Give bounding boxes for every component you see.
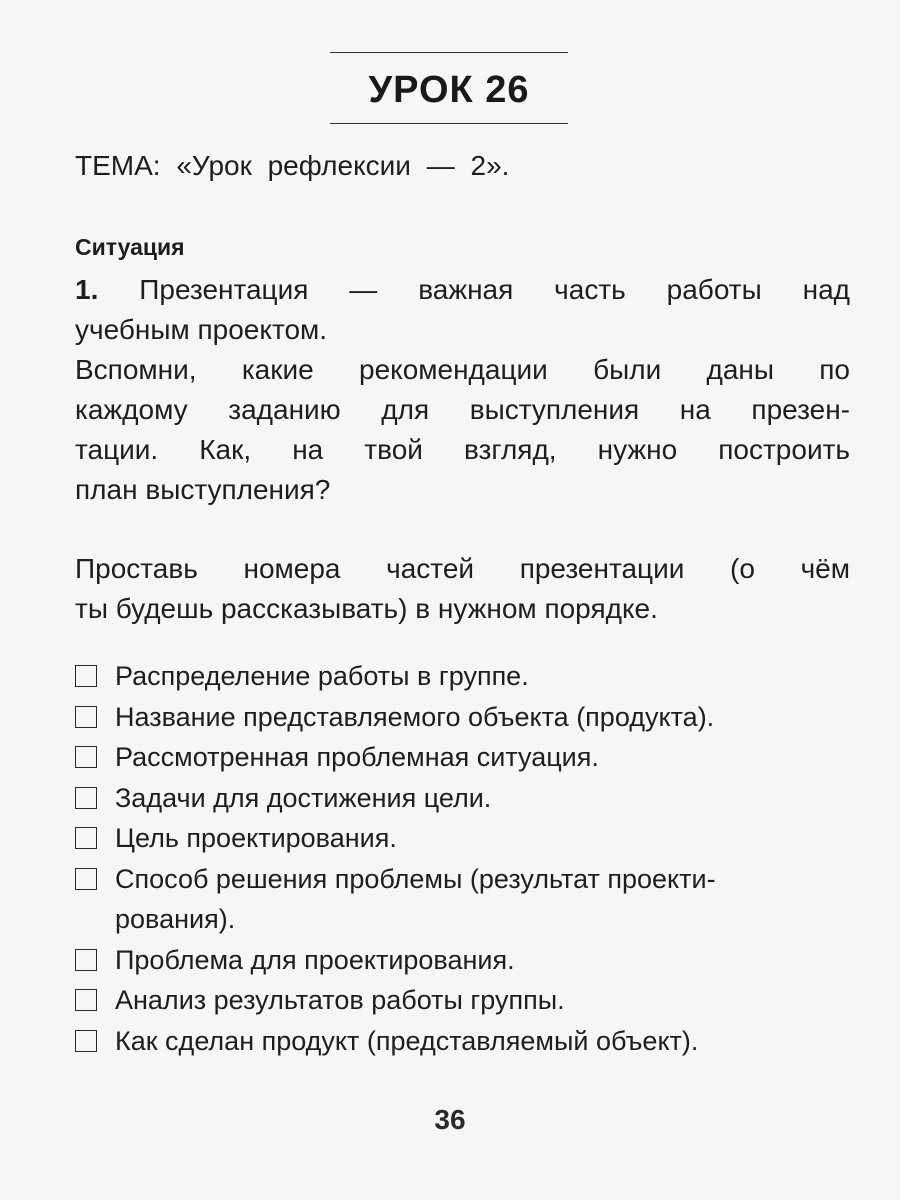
checkbox[interactable] [75,827,97,849]
recall-line-4: план выступления? [75,474,331,505]
task-line-1: 1. Презентация — важная часть работы над [75,274,851,305]
instruction-line-1: Проставь номера частей презентации (о чём [75,553,850,584]
presentation-parts-checklist [75,656,855,1061]
checkbox[interactable] [75,949,97,971]
list-item [75,940,855,981]
list-item-label: Как сделан продукт (представляемый объект). [115,1025,699,1056]
checkbox[interactable] [75,665,97,687]
recall-line-2: каждому заданию для выступления на презен- [75,394,850,425]
task-number: 1. [75,274,99,305]
list-item-label: Рассмотренная проблемная ситуация. [115,742,599,772]
list-item-label: Распределение работы в группе. [115,661,529,691]
task-line-2: учебным проектом. [75,314,328,345]
checkbox[interactable] [75,989,97,1011]
list-item-label: Проблема для проектирования. [115,944,515,975]
list-item [75,656,855,697]
checkbox[interactable] [75,746,97,768]
section-heading: Ситуация [75,234,185,260]
list-item [75,859,855,940]
instruction-paragraph [75,549,850,629]
recall-line-3: тации. Как, на твой взгляд, нужно построить [75,434,850,465]
list-item-label [115,859,855,940]
checkbox[interactable] [75,1030,97,1052]
list-item [75,778,855,819]
list-item [75,818,855,859]
list-item-label: Цель проектирования. [115,823,397,853]
list-item-label-line-2: рования). [115,904,236,934]
recall-paragraph [75,350,850,510]
lesson-title: УРОК 26 [368,69,530,111]
task-paragraph [75,270,850,350]
list-item [75,737,855,778]
list-item [75,980,855,1021]
page-number: 36 [434,1104,466,1135]
lesson-header [330,52,568,124]
list-item [75,697,855,738]
list-item-label-line-1: Способ решения проблемы (результат проекти- [115,863,716,894]
recall-line-1: Вспомни, какие рекомендации были даны по [75,354,850,385]
checkbox[interactable] [75,706,97,728]
list-item [75,1021,855,1062]
instruction-line-2: ты будешь рассказывать) в нужном порядке. [75,593,658,624]
list-item-label: Анализ результатов работы группы. [115,985,565,1015]
list-item-label: Название представляемого объекта (продукта). [115,701,715,732]
checkbox[interactable] [75,787,97,809]
list-item-label: Задачи для достижения цели. [115,782,492,813]
title-bottom-rule [330,123,568,124]
lesson-theme: ТЕМА: «Урок рефлексии — 2». [75,150,510,181]
checkbox[interactable] [75,868,97,890]
